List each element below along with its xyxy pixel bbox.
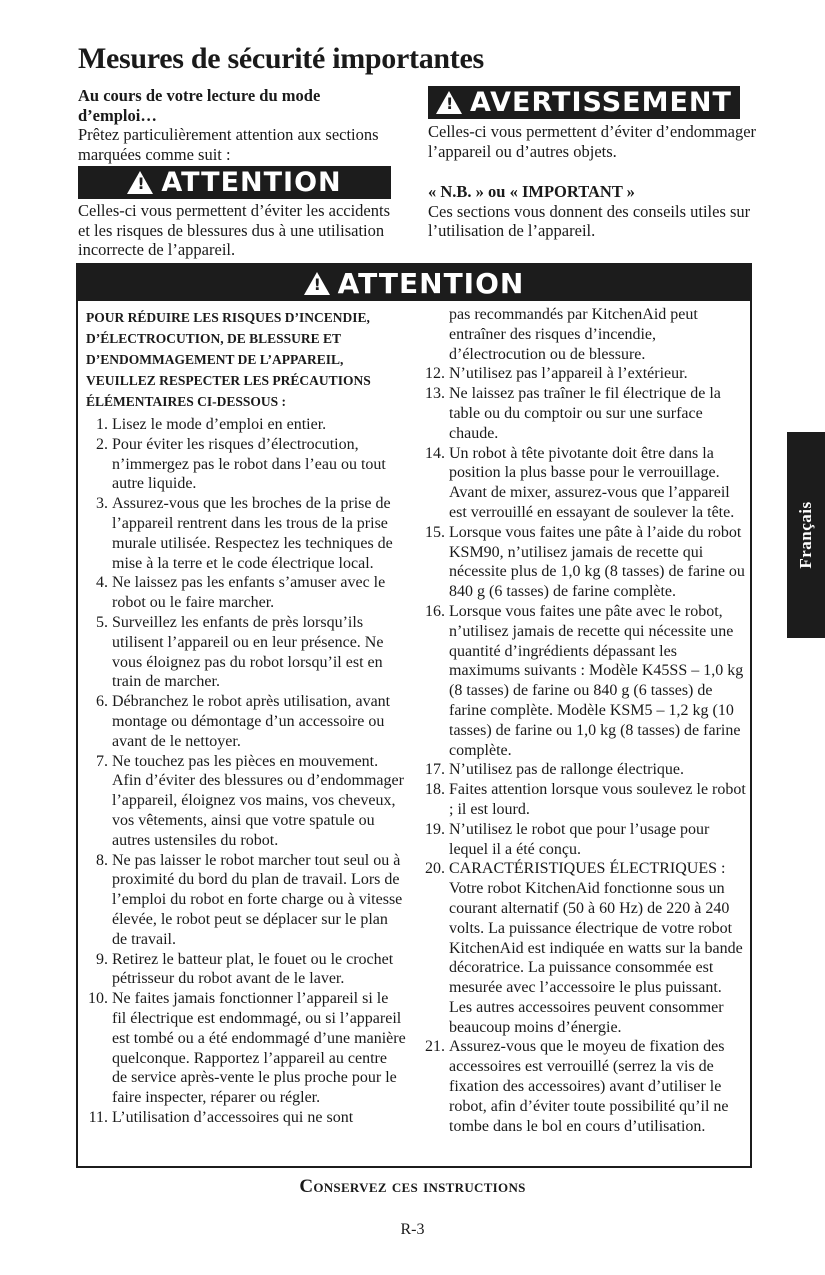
warning-text: Celles-ci vous permettent d’éviter d’endommager l’appareil ou d’autres objets. — [428, 122, 757, 161]
caps-warning-text: POUR RÉDUIRE LES RISQUES D’INCENDIE, D’ÉLECTROCUTION, DE BLESSURE ET D’ENDOMMAGEMENT DE L’APPAREIL, VEUILLEZ RESPECTER LES PRÉCAUTIONS ÉLÉMENTAIRES CI-DESSOUS : — [86, 310, 371, 409]
list-item — [423, 820, 748, 860]
item-number: 7. — [96, 752, 108, 770]
language-tab — [787, 432, 825, 638]
list-item — [86, 613, 406, 692]
attention-banner-small — [78, 166, 391, 199]
item-number: 6. — [96, 693, 108, 711]
item-text: CARACTÉRISTIQUES ÉLECTRIQUES : Votre robot KitchenAid fonctionne sous un courant alternatif (50 à 60 Hz) de 220 à 240 volts. La puissance électrique de votre robot KitchenAid est indiquée en watts sur la bande décoratrice. La puissance consommée est mesurée avec l’accessoire le plus puissant. Les autres accessoires peuvent consommer beaucoup moins d’énergie. — [449, 860, 743, 1036]
note-heading: « N.B. » ou « IMPORTANT » — [428, 182, 635, 201]
list-item — [423, 364, 748, 384]
attention-text-small: Celles-ci vous permettent d’éviter les accidents et les risques de blessures dus à une utilisation incorrecte de l’appareil. — [78, 201, 391, 259]
item-number: 20. — [425, 860, 445, 878]
safety-list-left — [86, 415, 406, 1128]
list-item — [86, 573, 406, 613]
safety-list-right — [423, 364, 748, 1136]
page-title: Mesures de sécurité importantes — [78, 42, 484, 75]
item-number: 17. — [425, 761, 445, 779]
item-text: Débranchez le robot après utilisation, avant montage ou démontage d’un accessoire ou avant de le nettoyer. — [112, 693, 391, 750]
attention-left-column — [86, 307, 406, 1128]
note-block — [428, 182, 758, 241]
footer-title: Conservez ces instructions — [299, 1176, 526, 1197]
item-text: Retirez le batteur plat, le fouet ou le crochet pétrisseur du robot avant de le laver. — [112, 950, 394, 988]
warning-label: AVERTISSEMENT — [470, 87, 732, 118]
item-text: Ne faites jamais fonctionner l’appareil si le fil électrique est endommagé, ou si l’appareil est tombé ou a été endommagé d’une manière quelconque. Rapportez l’appareil au centre de service après-vente le plus proche pour le faire inspecter, réparer ou régler. — [112, 990, 406, 1107]
item-number: 5. — [96, 613, 108, 631]
item-number: 4. — [96, 574, 108, 592]
item-number: 15. — [425, 523, 445, 541]
item-number: 12. — [425, 365, 445, 383]
list-item — [86, 950, 406, 990]
item-text: Assurez-vous que le moyeu de fixation des accessoires est verrouillé (serrez la vis de fixation des accessoires) avant d’utiliser le robot, afin d’éviter toute possibilité qu’il ne tombe dans le bol en cours d’utilisation. — [449, 1038, 729, 1135]
item-text: Surveillez les enfants de près lorsqu’ils utilisent l’appareil ou en leur présence. Ne vous éloignez pas du robot lorsqu’il est en train de marcher. — [112, 613, 384, 691]
page-number: R-3 — [400, 1221, 425, 1238]
list-item — [86, 415, 406, 435]
attention-box-label: ATTENTION — [337, 266, 525, 300]
attention-box-banner — [78, 265, 750, 301]
list-item — [423, 780, 748, 820]
warning-triangle-icon: ! — [127, 171, 153, 194]
item-number: 10. — [88, 990, 108, 1008]
list-item — [423, 760, 748, 780]
item-number: 13. — [425, 385, 445, 403]
list-item — [86, 752, 406, 851]
item-number: 8. — [96, 851, 108, 869]
list-item — [423, 602, 748, 760]
item-text: Lorsque vous faites une pâte à l’aide du robot KSM90, n’utilisez jamais de recette qui nécessite plus de 1,0 kg (8 tasses) de farine ou 840 g (6 tasses) de farine complète. — [449, 523, 745, 601]
list-item — [423, 384, 748, 443]
item-number: 9. — [96, 950, 108, 968]
warning-triangle-icon: ! — [304, 272, 330, 295]
attention-right-column — [423, 305, 748, 1136]
list-item — [86, 692, 406, 751]
item-text: N’utilisez pas l’appareil à l’extérieur. — [449, 365, 688, 383]
item-text: L’utilisation d’accessoires qui ne sont — [112, 1108, 354, 1126]
item-number: 21. — [425, 1038, 445, 1056]
note-text: Ces sections vous donnent des conseils utiles sur l’utilisation de l’appareil. — [428, 201, 751, 240]
list-item — [86, 989, 406, 1108]
list-item — [423, 523, 748, 602]
intro-heading: Au cours de votre lecture du mode d’emploi… — [78, 86, 321, 125]
item-text: N’utilisez le robot que pour l’usage pour lequel il a été conçu. — [449, 820, 710, 858]
item-text: Ne touchez pas les pièces en mouvement. Afin d’éviter des blessures ou d’endommager l’appareil, éloignez vos mains, vos cheveux, vos vêtements, ainsi que votre spatule ou autres ustensiles du robot. — [112, 752, 404, 849]
item-text: N’utilisez pas de rallonge électrique. — [449, 761, 685, 779]
item-number: 1. — [96, 416, 108, 433]
list-item — [86, 851, 406, 950]
item-number: 2. — [96, 435, 108, 453]
attention-box — [76, 263, 752, 1168]
intro-text: Prêtez particulièrement attention aux sections marquées comme suit : — [78, 125, 379, 164]
item-text: Ne pas laisser le robot marcher tout seul ou à proximité du bord du plan de travail. Lors de l’emploi du robot en forte charge ou à vitesse élevée, le robot peut se déplacer sur le plan de travail. — [112, 851, 403, 948]
list-item — [86, 435, 406, 494]
item-number: 11. — [88, 1108, 108, 1126]
list-item — [423, 859, 748, 1037]
attention-label-small: ATTENTION — [161, 167, 342, 198]
list-item — [86, 494, 406, 573]
list-item — [86, 1108, 406, 1128]
item-text: Lisez le mode d’emploi en entier. — [112, 416, 327, 433]
warning-triangle-icon: ! — [436, 91, 462, 114]
item-number: 16. — [425, 602, 445, 620]
item-number: 19. — [425, 820, 445, 838]
list-item — [423, 1037, 748, 1136]
item-11-continued: pas recommandés par KitchenAid peut entraîner des risques d’incendie, d’électrocution ou de blessure. — [449, 306, 698, 363]
item-text: Faites attention lorsque vous soulevez le robot ; il est lourd. — [449, 781, 746, 818]
item-text: Assurez-vous que les broches de la prise de l’appareil rentrent dans les trous de la prise murale utilisée. Respectez les techniques de mise à la terre et le code électrique local. — [112, 495, 393, 572]
item-text: Lorsque vous faites une pâte avec le robot, n’utilisez jamais de recette qui nécessite une quantité d’ingrédients dépassant les maximums suivants : Modèle K45SS – 1,0 kg (8 tasses) de farine ou 840 g (6 tasses) de farine complète. Modèle KSM5 – 1,2 kg (10 tasses) de farine ou 1,0 kg (8 tasses) de farine complète. — [449, 602, 744, 759]
item-number: 3. — [96, 495, 108, 513]
item-number: 18. — [425, 781, 445, 799]
item-text: Ne laissez pas les enfants s’amuser avec le robot ou le faire marcher. — [112, 574, 386, 612]
item-number: 14. — [425, 444, 445, 462]
list-item — [423, 444, 748, 523]
item-text: Ne laissez pas traîner le fil électrique de la table ou du comptoir ou sur une surface chaude. — [449, 385, 721, 442]
language-tab-label: Français — [796, 501, 815, 569]
item-text: Pour éviter les risques d’électrocution, n’immergez pas le robot dans l’eau ou tout autre liquide. — [112, 435, 386, 493]
item-text: Un robot à tête pivotante doit être dans la position la plus basse pour le verrouillage. Avant de mixer, assurez-vous que l’appareil est verrouillé en essayant de soulever la tête. — [449, 444, 735, 521]
intro-block — [78, 86, 398, 164]
warning-banner — [428, 86, 740, 119]
